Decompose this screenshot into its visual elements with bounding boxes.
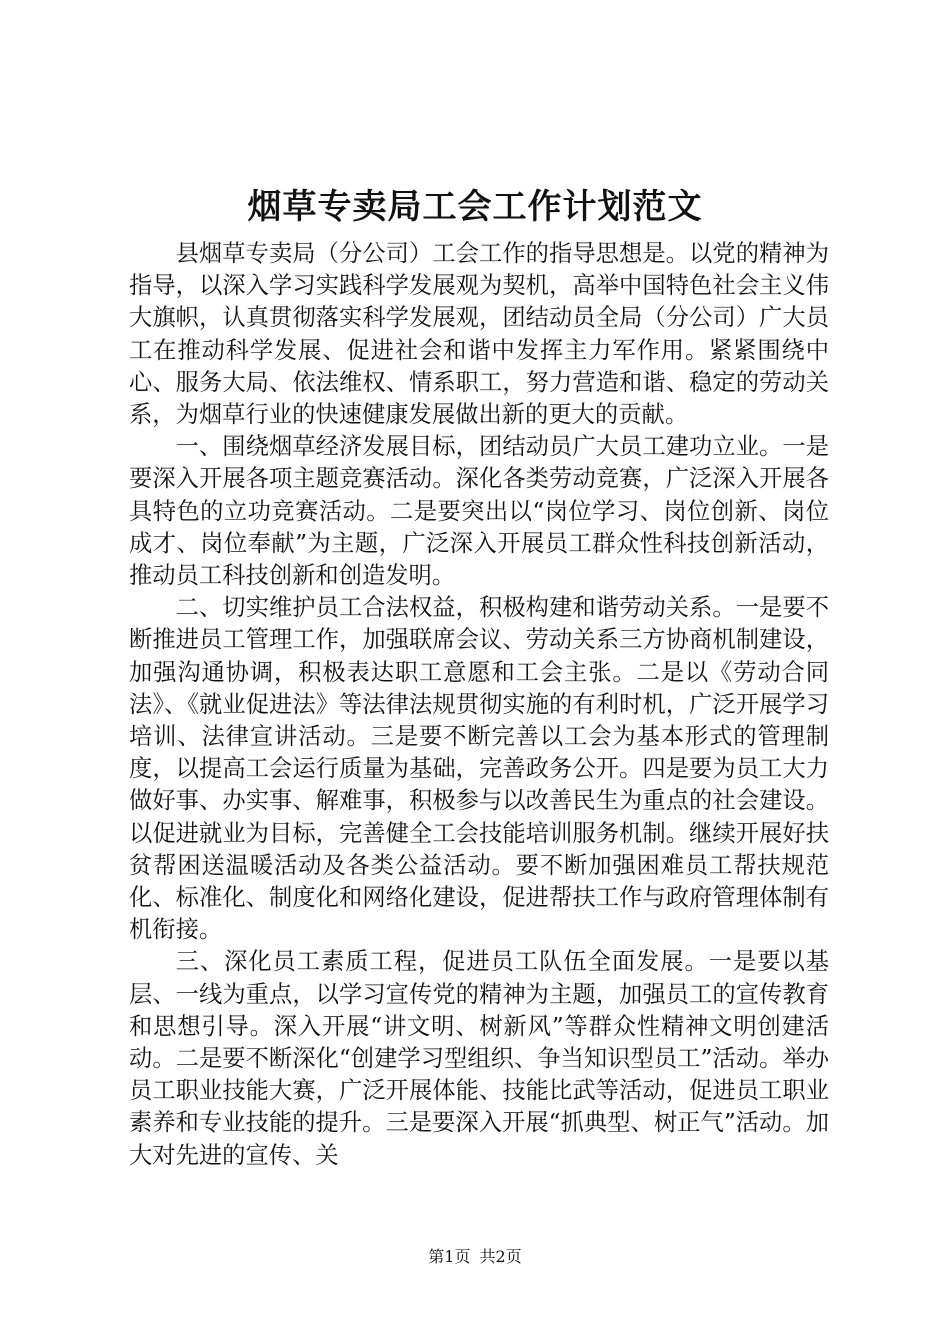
paragraph-section-3: 三、深化员工素质工程，促进员工队伍全面发展。一是要以基层、一线为重点，以学习宣传党的精神为主题，加强员工的宣传教育和思想引导。深入开展“讲文明、树新风”等群众性精神文明创建活动。二是要不断深化“创建学习型组织、争当知识型员工”活动。举办员工职业技能大赛，广泛开展体能、技能比武等活动，促进员工职业素养和专业技能的提升。三是要深入开展“抓典型、树正气”活动。加大对先进的宣传、关 (129, 948, 829, 1169)
page-number-current: 第1页 (428, 1247, 471, 1266)
page-footer (0, 1246, 950, 1268)
paragraph-intro: 县烟草专卖局（分公司）工会工作的指导思想是。以党的精神为指导，以深入学习实践科学发展观为契机，高举中国特色社会主义伟大旗帜，认真贯彻落实科学发展观，团结动员全局（分公司）广大员工在推动科学发展、促进社会和谐中发挥主力军作用。紧紧围绕中心、服务大局、依法维权、情系职工，努力营造和谐、稳定的劳动关系，为烟草行业的快速健康发展做出新的更大的贡献。 (129, 240, 829, 429)
paragraph-section-2: 二、切实维护员工合法权益，积极构建和谐劳动关系。一是要不断推进员工管理工作，加强联席会议、劳动关系三方协商机制建设，加强沟通协调，积极表达职工意愿和工会主张。二是以《劳动合同法》、《就业促进法》等法律法规贯彻实施的有利时机，广泛开展学习培训、法律宣讲活动。三是要不断完善以工会为基本形式的管理制度，以提高工会运行质量为基础，完善政务公开。四是要为员工大力做好事、办实事、解难事，积极参与以改善民生为重点的社会建设。以促进就业为目标，完善健全工会技能培训服务机制。继续开展好扶贫帮困送温暖活动及各类公益活动。要不断加强困难员工帮扶规范化、标准化、制度化和网络化建设，促进帮扶工作与政府管理体制有机衔接。 (129, 594, 829, 944)
document-title: 烟草专卖局工会工作计划范文 (247, 187, 703, 227)
document-body (129, 238, 829, 1172)
page-number-total: 共2页 (479, 1247, 522, 1266)
paragraph-section-1: 一、围绕烟草经济发展目标，团结动员广大员工建功立业。一是要深入开展各项主题竞赛活动。深化各类劳动竞赛，广泛深入开展各具特色的立功竞赛活动。二是要突出以“岗位学习、岗位创新、岗位成才、岗位奉献”为主题，广泛深入开展员工群众性科技创新活动，推动员工科技创新和创造发明。 (129, 433, 829, 590)
